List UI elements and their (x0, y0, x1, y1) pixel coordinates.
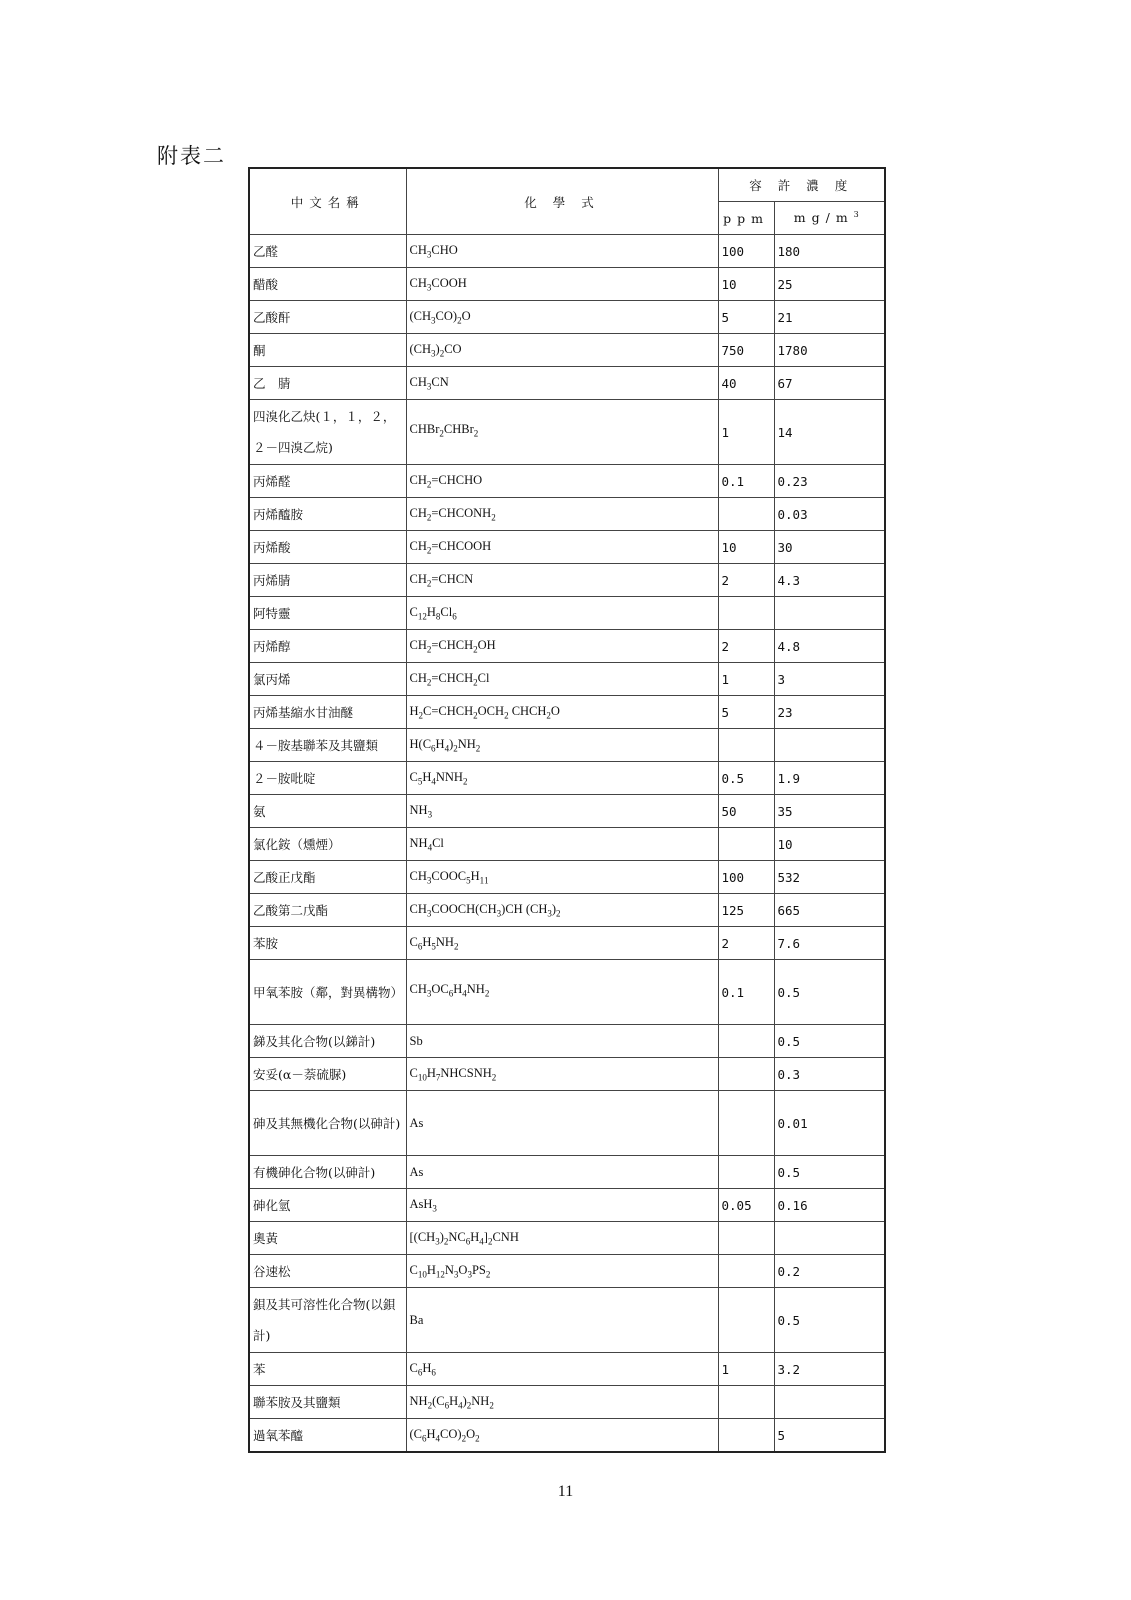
cell-chinese-name: 有機砷化合物(以砷計) (249, 1156, 406, 1189)
table-row (249, 795, 885, 828)
cell-ppm: 10 (718, 268, 774, 301)
cell-mg-m3: 0.23 (774, 465, 885, 498)
table-row (249, 1419, 885, 1453)
cell-mg-m3: 10 (774, 828, 885, 861)
cell-chinese-name: ２－胺吡啶 (249, 762, 406, 795)
cell-ppm: 50 (718, 795, 774, 828)
cell-chemical-formula: $CH_3COOC_5H_{11}$ (406, 861, 718, 894)
cell-chemical-formula: $CH_3COOH$ (406, 268, 718, 301)
cell-mg-m3: 665 (774, 894, 885, 927)
cell-chemical-formula: $C_{10}H_7NHCSNH_2$ (406, 1058, 718, 1091)
cell-chinese-name: 過氧苯醯 (249, 1419, 406, 1453)
cell-chinese-name: 銻及其化合物(以銻計) (249, 1025, 406, 1058)
cell-chemical-formula: $CH_2=CHCN$ (406, 564, 718, 597)
cell-chemical-formula: Sb (406, 1025, 718, 1058)
cell-ppm: 5 (718, 301, 774, 334)
header-chinese-name: 中文名稱 (249, 168, 406, 235)
cell-chemical-formula: $CH_2=CHCONH_2$ (406, 498, 718, 531)
cell-chinese-name: 苯 (249, 1353, 406, 1386)
cell-mg-m3: 4.8 (774, 630, 885, 663)
cell-chinese-name: 谷速松 (249, 1255, 406, 1288)
page-heading: 附表二 (157, 144, 226, 168)
table-row (249, 729, 885, 762)
cell-ppm: 1 (718, 663, 774, 696)
header-chemical-formula: 化 學 式 (406, 168, 718, 235)
cell-mg-m3: 0.03 (774, 498, 885, 531)
cell-chemical-formula: $CH_2=CHCHO$ (406, 465, 718, 498)
table-row (249, 367, 885, 400)
cell-mg-m3: 180 (774, 235, 885, 268)
cell-mg-m3: 25 (774, 268, 885, 301)
cell-mg-m3: 0.16 (774, 1189, 885, 1222)
cell-chinese-name: 砷及其無機化合物(以砷計) (249, 1091, 406, 1156)
cell-chinese-name: 丙烯醇 (249, 630, 406, 663)
cell-chemical-formula: $C_5H_4NNH_2$ (406, 762, 718, 795)
table-row (249, 894, 885, 927)
cell-ppm: 100 (718, 861, 774, 894)
cell-chinese-name: 甲氧苯胺（鄰，對異構物） (249, 960, 406, 1025)
cell-ppm: 2 (718, 564, 774, 597)
table-row (249, 597, 885, 630)
cell-mg-m3: 532 (774, 861, 885, 894)
cell-chinese-name: 酮 (249, 334, 406, 367)
cell-mg-m3: 5 (774, 1419, 885, 1453)
header-ppm: ppm (718, 202, 774, 235)
cell-mg-m3: 0.01 (774, 1091, 885, 1156)
cell-mg-m3: 30 (774, 531, 885, 564)
cell-ppm: 0.5 (718, 762, 774, 795)
cell-mg-m3 (774, 729, 885, 762)
cell-chemical-formula: $[(CH_3)_2NC_6H_4]_2CNH$ (406, 1222, 718, 1255)
cell-ppm (718, 1156, 774, 1189)
cell-mg-m3: 0.5 (774, 1156, 885, 1189)
cell-chinese-name: 丙烯酸 (249, 531, 406, 564)
cell-chemical-formula: $NH_3$ (406, 795, 718, 828)
table-row (249, 400, 885, 465)
cell-ppm: 10 (718, 531, 774, 564)
table-row (249, 498, 885, 531)
cell-mg-m3: 0.2 (774, 1255, 885, 1288)
table-row (249, 1025, 885, 1058)
table-row (249, 960, 885, 1025)
cell-mg-m3: 7.6 (774, 927, 885, 960)
cell-chemical-formula: $H(C_6H_4)_2NH_2$ (406, 729, 718, 762)
table-row (249, 762, 885, 795)
cell-chinese-name: 奧黃 (249, 1222, 406, 1255)
table-row (249, 235, 885, 268)
cell-ppm: 2 (718, 927, 774, 960)
cell-chinese-name: 砷化氫 (249, 1189, 406, 1222)
cell-ppm: 0.1 (718, 960, 774, 1025)
cell-ppm (718, 1058, 774, 1091)
cell-chinese-name: 乙 腈 (249, 367, 406, 400)
cell-chinese-name: 丙烯基縮水甘油醚 (249, 696, 406, 729)
cell-chemical-formula: $CH_3COOCH(CH_3)CH$ $(CH_3)_2$ (406, 894, 718, 927)
cell-chemical-formula: $CH_2=CHCH_2Cl$ (406, 663, 718, 696)
cell-ppm (718, 1386, 774, 1419)
cell-chemical-formula: $(C_6H_4CO)_2O_2$ (406, 1419, 718, 1453)
table-row (249, 1386, 885, 1419)
cell-ppm (718, 1025, 774, 1058)
cell-ppm: 750 (718, 334, 774, 367)
cell-chemical-formula: $NH_4Cl$ (406, 828, 718, 861)
table-row (249, 268, 885, 301)
cell-chinese-name: 氨 (249, 795, 406, 828)
cell-ppm (718, 1255, 774, 1288)
cell-chinese-name: ４－胺基聯苯及其鹽類 (249, 729, 406, 762)
table-row (249, 663, 885, 696)
cell-chemical-formula: $C_6H_6$ (406, 1353, 718, 1386)
cell-chinese-name: 乙酸正戊酯 (249, 861, 406, 894)
table-row (249, 334, 885, 367)
table-row (249, 630, 885, 663)
exposure-limit-table (248, 167, 886, 1453)
cell-ppm: 0.05 (718, 1189, 774, 1222)
cell-chemical-formula: $CH_3CHO$ (406, 235, 718, 268)
cell-ppm (718, 1288, 774, 1353)
cell-ppm: 40 (718, 367, 774, 400)
cell-chinese-name: 聯苯胺及其鹽類 (249, 1386, 406, 1419)
cell-chemical-formula: $CH_3OC_6H_4NH_2$ (406, 960, 718, 1025)
cell-chinese-name: 醋酸 (249, 268, 406, 301)
cell-chemical-formula: $(CH_3)_2CO$ (406, 334, 718, 367)
cell-mg-m3 (774, 1386, 885, 1419)
cell-ppm (718, 597, 774, 630)
cell-ppm: 5 (718, 696, 774, 729)
cell-chinese-name: 阿特靈 (249, 597, 406, 630)
cell-ppm: 125 (718, 894, 774, 927)
cell-chinese-name: 鋇及其可溶性化合物(以鋇計) (249, 1288, 406, 1353)
table-row (249, 1255, 885, 1288)
cell-chinese-name: 乙酸第二戊酯 (249, 894, 406, 927)
cell-chinese-name: 乙酸酐 (249, 301, 406, 334)
cell-mg-m3: 1780 (774, 334, 885, 367)
cell-mg-m3: 0.5 (774, 1025, 885, 1058)
cell-ppm: 2 (718, 630, 774, 663)
cell-chemical-formula: As (406, 1091, 718, 1156)
cell-ppm (718, 1419, 774, 1453)
cell-chinese-name: 四溴化乙炔(１，１，２，２－四溴乙烷) (249, 400, 406, 465)
cell-mg-m3: 1.9 (774, 762, 885, 795)
table-row (249, 1353, 885, 1386)
cell-ppm (718, 729, 774, 762)
cell-mg-m3: 67 (774, 367, 885, 400)
cell-mg-m3: 14 (774, 400, 885, 465)
cell-mg-m3: 3 (774, 663, 885, 696)
cell-mg-m3: 0.5 (774, 960, 885, 1025)
cell-chemical-formula: Ba (406, 1288, 718, 1353)
cell-chemical-formula: $C_{10}H_{12}N_3O_3PS_2$ (406, 1255, 718, 1288)
table-row (249, 564, 885, 597)
cell-ppm (718, 1091, 774, 1156)
table-body (249, 235, 885, 1453)
table-row (249, 828, 885, 861)
cell-mg-m3: 0.5 (774, 1288, 885, 1353)
cell-chinese-name: 丙烯腈 (249, 564, 406, 597)
table-row (249, 301, 885, 334)
table-row (249, 531, 885, 564)
cell-chemical-formula: AsH$_3$ (406, 1189, 718, 1222)
cell-ppm (718, 498, 774, 531)
cell-ppm (718, 828, 774, 861)
cell-chemical-formula: CHBr$_2$CHBr$_2$ (406, 400, 718, 465)
cell-chemical-formula: $(CH_3CO)_2O$ (406, 301, 718, 334)
table-row (249, 1189, 885, 1222)
cell-chemical-formula: $NH_2(C_6H_4)_2NH_2$ (406, 1386, 718, 1419)
header-mg-m3: $mg/m^3$ (774, 202, 885, 235)
cell-mg-m3: 35 (774, 795, 885, 828)
cell-chinese-name: 氯丙烯 (249, 663, 406, 696)
table-row (249, 696, 885, 729)
cell-mg-m3: 21 (774, 301, 885, 334)
page-number: 11 (557, 1483, 574, 1500)
cell-mg-m3 (774, 1222, 885, 1255)
cell-chinese-name: 丙烯醛 (249, 465, 406, 498)
table-row (249, 1288, 885, 1353)
cell-chemical-formula: $C_6H_5NH_2$ (406, 927, 718, 960)
cell-chinese-name: 安妥(α－萘硫脲) (249, 1058, 406, 1091)
table-row (249, 1091, 885, 1156)
cell-ppm: 100 (718, 235, 774, 268)
table-row (249, 927, 885, 960)
cell-chinese-name: 氯化銨（燻煙） (249, 828, 406, 861)
cell-mg-m3 (774, 597, 885, 630)
table-row (249, 1156, 885, 1189)
cell-chemical-formula: As (406, 1156, 718, 1189)
cell-ppm: 0.1 (718, 465, 774, 498)
cell-mg-m3: 0.3 (774, 1058, 885, 1091)
cell-ppm (718, 1222, 774, 1255)
cell-mg-m3: 23 (774, 696, 885, 729)
cell-chinese-name: 苯胺 (249, 927, 406, 960)
table-row (249, 861, 885, 894)
cell-ppm: 1 (718, 1353, 774, 1386)
cell-chemical-formula: $CH_3CN$ (406, 367, 718, 400)
table-row (249, 1058, 885, 1091)
cell-chinese-name: 丙烯醯胺 (249, 498, 406, 531)
cell-chemical-formula: $CH_2=CHCH_2OH$ (406, 630, 718, 663)
exposure-limit-table-wrapper (248, 167, 884, 1453)
cell-chemical-formula: $CH_2=CHCOOH$ (406, 531, 718, 564)
cell-ppm: 1 (718, 400, 774, 465)
cell-chemical-formula: $H_2C=CHCH_2OCH_2$ $CHCH_2O$ (406, 696, 718, 729)
cell-mg-m3: 3.2 (774, 1353, 885, 1386)
cell-chemical-formula: $C_{12}H_8Cl_6$ (406, 597, 718, 630)
table-row (249, 1222, 885, 1255)
header-permissible-concentration: 容 許 濃 度 (718, 168, 885, 202)
table-row (249, 465, 885, 498)
cell-mg-m3: 4.3 (774, 564, 885, 597)
cell-chinese-name: 乙醛 (249, 235, 406, 268)
